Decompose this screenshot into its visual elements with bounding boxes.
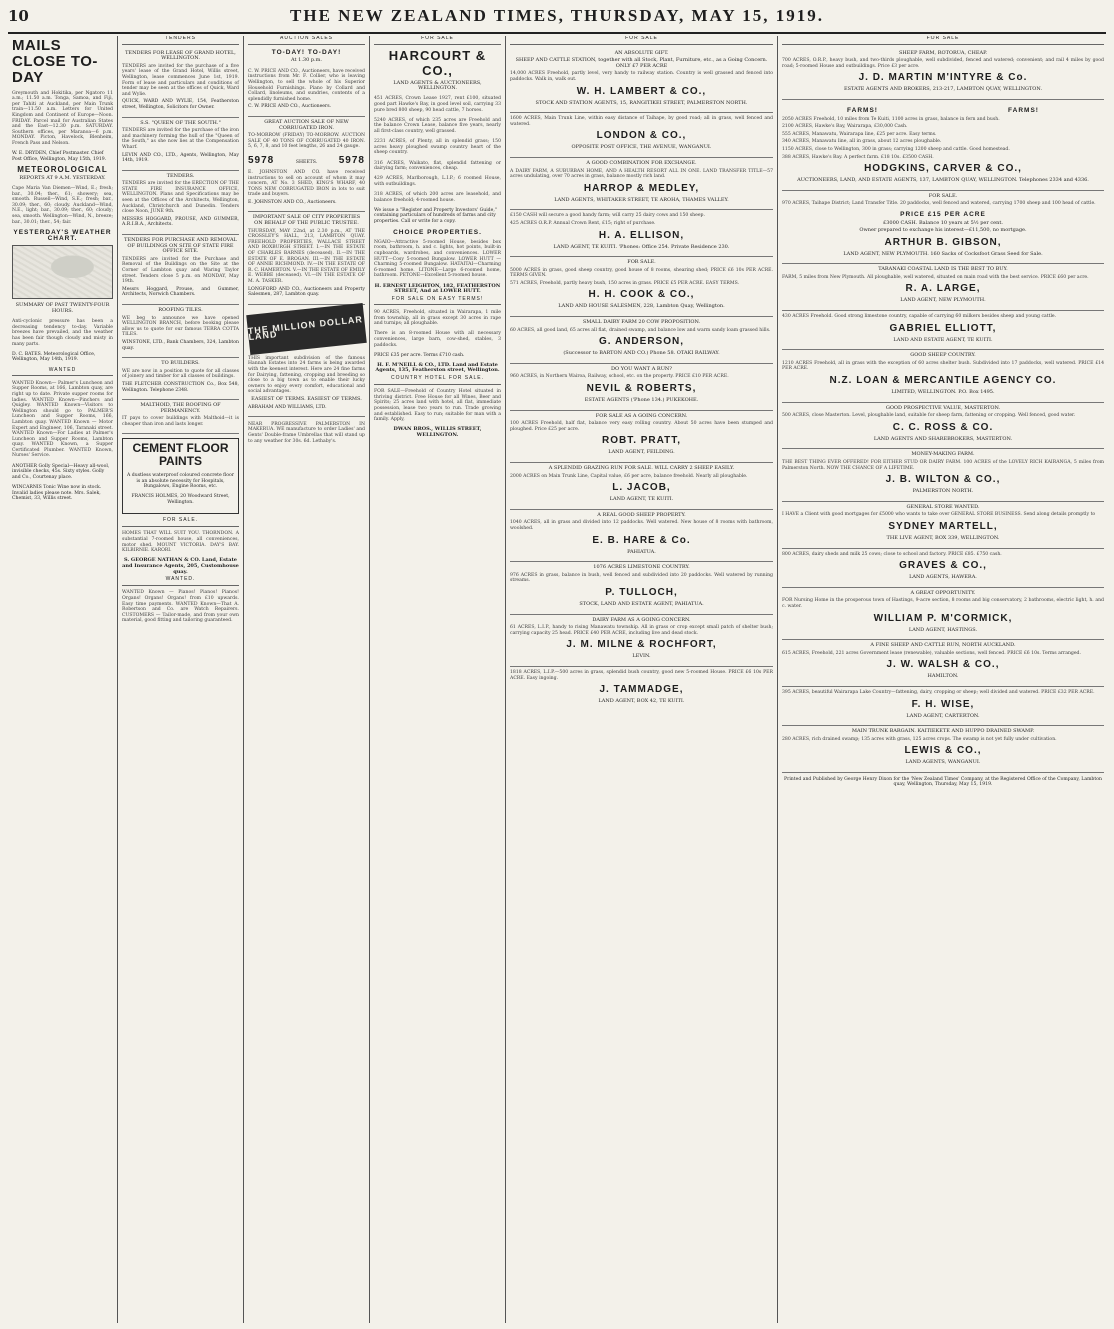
small-dairy-ad: SMALL DAIRY FARM 20 COW PROPOSITION. 60 ACRES, all good land, 65 acres all flat, drained swamp, and balance low and warm sandy loam grassed hills. G. ANDERSON, (Successor to BARTON AND CO.) Phone 58. OTAKI RAILWAY. — [510, 317, 773, 364]
homes-ad: HOMES THAT WILL SUIT YOU. THORNDON. A substantial 7-roomed house, all conveniences, motor shed. MOUNT VICTORIA. DAY'S BAY. KILBIRNIE. KARORI. — [122, 531, 239, 554]
mcneill-sign: H. F. M'NEILL & CO., LTD. Land and Estate Agents, 135, Featherston street, Wellington. — [375, 361, 500, 374]
good-sheep-country-ad: GOOD SHEEP COUNTRY. 1210 ACRES Freehold, all in grass with the exception of 60 acres shelter bush. Subdivided into 17 paddocks, well watered. PRICE £14 PER ACRE. N.Z. LOAN & MERCANTILE AGENCY CO. LIMITED, WELLINGTON. P.O. Box 1495. — [782, 350, 1104, 402]
tender-fire-office: TENDERS. TENDERS are invited for the ERECTION OF THE STATE FIRE INSURANCE OFFICE, WELLINGTON. Plans and Specifications may be seen at the Offices of the Architects, Wellington, Auckland, Christchurch and Dunedin. Tenders close Noon, JUNE 9th. MESSRS HOGGARD, PROUSE, AND GUMMER, A.R.I.B.A., Architects. — [122, 171, 239, 235]
rotorua-ad: SHEEP FARM, ROTORUA, CHEAP. 700 ACRES, O.R.P., heavy bush, and two-thirds ploughable, well subdivided, fenced and watered; convenient; and rail 4 miles by good road; 5-roomed House and outbuildings. Price £3 per acre. J. D. MARTIN M'INTYRE & Co. ESTATE AGENTS AND BROKERS, 213-217, LAMBTON QUAY, WELLINGTON. — [782, 48, 1104, 100]
taihape-district-ad: FOR SALE. 970 ACRES, Taihape District; Land Transfer Title. 20 paddocks, well fenced and watered, carrying 1700 sheep and 100 head of cattle. PRICE £15 PER ACRE £3000 CASH. Balance 10 years at 5½ per cent. Owner prepared to exchange his interest—£11,500, no mortgage. ARTHUR B. GIBSON, LAND AGENT, NEW PLYMOUTH. 160 Sacks of Cocksfoot Grass Seed for Sale. — [782, 191, 1104, 265]
listing-451: 451 ACRES, Crown Lease 1927, rent £100, situated good part Hawke's Bay, in good level soil, carrying 33 pure bred 800 sheep, 90 head cattle, 7 horses. — [374, 96, 501, 113]
summary-heading: SUMMARY OF PAST TWENTY-FOUR HOURS. — [15, 302, 110, 315]
columns — [8, 36, 1106, 1323]
tender-grand-hotel: TENDERS FOR LEASE OF GRAND HOTEL, WELLINGTON. TENDERS are invited for the purchase of a five years' lease of the Grand Hotel, Willis street, Wellington, lease commences June 1st, 1919. Form of lease and particulars and conditions of tender may be seen at the offices of Quick, Ward and Wylie. QUICK, WARD AND WYLIE, 154, Featherston street, Wellington, Solicitors for Owner. — [122, 48, 239, 118]
forsale-heading-col5: FOR SALE — [510, 36, 773, 45]
newspaper-title: THE NEW ZEALAND TIMES, THURSDAY, MAY 15, 1919. — [290, 6, 824, 25]
forsale-heading-col4: FOR SALE — [374, 36, 501, 45]
column-auctions: AUCTION SALES TO-DAY! TO-DAY! At 1.30 p.m. C. W. PRICE AND CO., Auctioneers, have received instructions from Mr. F. Collier, who is leaving Wellington, to sell the whole of his Superior Household Furnishings. Piano by Collard and Collard, linoleums, and sundries, contents of a splendidly furnished home. C. W. PRICE AND CO., Auctioneers. GREAT AUCTION SALE OF NEW CORRUGATED IRON. TO-MORROW (FRIDAY) TO-MORROW. AUCTION SALE OF 40 TONS OF CORRUGATED 40 IRON. 5, 6, 7, 8, and 10 feet lengths, 26 and 24 gauge. 5978 SHEETS. 5978 E. JOHNSTON AND CO. have received instructions to sell on account of whom it may concern, AT No. 3 SHED, KING'S WHARF, 40 TONS NEW CORRUGATED IRON in lots to suit trade and buyers. E. JOHNSTON AND CO., Auctioneers. IMPORTANT SALE OF CITY PROPERTIES ON BEHALF OF THE PUBLIC TRUSTEE. THURSDAY, MAY 22nd, at 2.30 p.m., AT THE CROSSLEY'S HALL, 213, LAMBTON QUAY. FREEHOLD PROPERTIES, WALLACE STREET AND ROXBURGH STREET. I.—IN THE ESTATE OF CHARLES BARNES (deceased). II.—IN THE ESTATE OF E. BROGAN. III.—IN THE ESTATE OF ANNIE RICHMOND. IV.—IN THE ESTATE OF R. C. HAMERTON. V.—IN THE ESTATE OF EMILY E. WEBBE (deceased). VI.—IN THE ESTATE OF M. A. TASKER. LONGFORD AND CO., Auctioneers and Property Salesmen, 287, Lambton quay. THE MILLION DOLLAR LAND THIS important subdivision of the famous Hannah Estates into 24 farms is being awarded with the keenest interest. Here are 24 fine farms for Dairying, fattening, cropping and breeding so close to a big town as to enable their lucky owners to enjoy every comfort, educational and social advantages. EASIEST OF TERMS. EASIEST OF TERMS. ABRAHAM AND WILLIAMS, LTD. NEAR PROGRESSIVE PALMERSTON IN MAKERUA. WE manufacture to order Ladies' and Gents' Double-frame Umbrellas that will stand up to any weather for 30s. 6d. Lethaby's. — [244, 36, 370, 1323]
george-nathan-sign: S. GEORGE NATHAN & CO. Land, Estate and Insurance Agents, 205, Customhouse quay. — [122, 557, 239, 575]
tammadge-ad: 1818 ACRES, L.I.P.—500 acres in grass, splendid bush country, good new 5-roomed House. PRICE £6 10s PER ACRE. Easy ingoing. J. TAMMADGE, LAND AGENT, BOX 42, TE KUITI. — [510, 669, 773, 705]
column-mails — [8, 36, 118, 1323]
builders-ad: TO BUILDERS. WE are now in a position to quote for all classes of joinery and timber for all classes of buildings. THE FLETCHER CONSTRUCTION Co., Box 548, Wellington. Telephone 2348. — [122, 358, 239, 400]
graves-ad: 800 ACRES, dairy sheds and milk 25 cows; close to school and factory. PRICE £85. £750 cash. GRAVES & CO., LAND AGENTS, HAWERA. — [782, 549, 1104, 588]
publisher-imprint: Printed and Published by George Henry Dixon for the 'New Zealand Times' Company, at the Registered Office of the Company, Lambton quay, Wellington, Thursday, May 15, 1919. — [784, 776, 1102, 788]
weather-chart-image — [12, 245, 113, 299]
masterton-ad: GOOD PROSPECTIVE VALUE, MASTERTON. 500 ACRES, close Masterton. Level, ploughable land, suitable for sheep farm, fattening or cropping. Well fenced, good water. C. C. ROSS & CO. LAND AGENTS AND SHAREBROKERS, MASTERTON. — [782, 403, 1104, 450]
wanted-text-col2: WANTED Known — Pianos! Pianos! Pianos! Organs! Organs! Organs! from £10 upwards. Easy time payments. WANTED Known—That A. Robertson and Co. are Watch Repairers. CUSTOMERS — Tailor-made, and from your own material, good fitting and tailoring guaranteed. — [122, 590, 239, 624]
column-harcourt: FOR SALE HARCOURT & CO., LAND AGENTS & AUCTIONEERS, WELLINGTON. 451 ACRES, Crown Lease 1927, rent £100, situated good part Hawke's Bay, in good level soil, carrying 33 pure bred 800 sheep, 90 head cattle, 7 horses. 5240 ACRES, of which 235 acres are Freehold and the balance Crown Lease, balance five years, nearly all first-class country, well grassed. 2231 ACRES, of Plenty, all in splendid grass; 150 acres heavy ploughed swamp country heart of the sheep country. 316 ACRES, Waikato, flat, splendid fattening or dairying farm; conveniences, cheap. 429 ACRES, Marlborough, L.I.P.; 6 roomed House, with outbuildings. 318 ACRES, of which 200 acres are leasehold, and balance freehold; 4-roomed house. We issue a "Register and Property Investors' Guide," containing particulars of hundreds of farms and city properties. Call or write for a copy. CHOICE PROPERTIES. NGAIO—Attractive 5-roomed House, besides box room, bathroom, h. and c. lights, hot points, built-in cupboards, wardrobes, and conveniences. LOWER HUTT—Cosy 5-roomed Bungalow. LOWER HUTT — Charming 5-roomed Bungalow. HATAITAI—Charming 6-roomed home. LITONE—Large 6-roomed home, bathroom. PETONE—Excellent 5-roomed house. H. ERNEST LEIGHTON, 182, FEATHERSTON STREET, And at LOWER HUTT. FOR SALE ON EASY TERMS! 90 ACRES, Freehold, situated in Wairarapa, 1 mile from township, all in grass except 30 acres in rape and turnips; all ploughable. There is an 8-roomed House with all necessary conveniences, large barn, cow-shed, stables, 3 paddocks. PRICE £35 per acre. Terms £710 cash. H. F. M'NEILL & CO., LTD. Land and Estate Agents, 135, Featherston street, Wellington. COUNTRY HOTEL FOR SALE. FOR SALE—Freehold of Country Hotel situated in thriving district. Free House for all Wines, Beer and Spirits; 25 acres land with hotel, all flat, immediate possession, lease two years to run. Trade growing and established. Easy to run; suitable for man with a family. Apply, DWAN BROS., WILLIS STREET, WELLINGTON. — [370, 36, 506, 1323]
dairy-going-concern-ad: DAIRY FARM AS A GOING CONCERN. 61 ACRES, L.I.P., handy to rising Manawatu township. All in grass or crop except small patch of shelter bush; carrying capacity 25 head. PRICE £40 PER ACRE, including live and dead stock. J. M. MILNE & ROCHFORT, LEVIN. — [510, 615, 773, 667]
roofing-tiles-ad: ROOFING TILES. WE beg to announce we have opened WELLINGTON BRANCH, before booking please allow us to quote for our famous TERRA COTTA TILES. WINSTONE, LTD., Bank Chambers, 324, Lambton quay. — [122, 305, 239, 358]
column-land-agents — [506, 36, 778, 1323]
meteorological-subheading: REPORTS AT 9 A.M. YESTERDAY. — [19, 174, 106, 181]
meteorological-text: Cape Maria Van Diemen—Wind, E.; fresh; bar., 30.04; ther., 61; showery; sea, smooth. Russell—Wind, S.E.; fresh; bar., 30.09; ther., 60; cloudy. Auckland—Wind, N.E., light; bar., 30.09; ther., 60; cloudy; sea, smooth. Wellington—Wind, N., breeze; bar., 30.01; ther., 54; fair. — [12, 186, 113, 225]
taihape-ad: 1600 ACRES, Main Trunk Line, within easy distance of Taihape, by good road; all in grass, well fenced and watered. LONDON & CO., OPPOSITE POST OFFICE, THE AVENUE, WANGANUI. — [510, 113, 773, 158]
tender-queen-of-south: S.S. "QUEEN OF THE SOUTH." TENDERS are invited for the purchase of the iron and machinery forming the hull of the "Queen of the South," as she now lies at the Compensation Wharf. LEVIN AND CO., LTD., Agents, Wellington, May 14th, 1919. — [122, 118, 239, 171]
general-store-ad: GENERAL STORE WANTED. I HAVE a Client with good mortgages for £5000 who wants to take over GENERAL STORE BUSINESS. Send along details promptly to SYDNEY MARTELL, THE LIVE AGENT, BOX 339, WELLINGTON. — [782, 502, 1104, 549]
absolute-gift-ad: AN ABSOLUTE GIFT. SHEEP AND CATTLE STATION, together with all Stock, Plant, Furniture, etc., as a Going Concern. ONLY £7 PER ACRE 14,000 ACRES Freehold, partly level, very handy to railway station. Country is well grassed and fenced into paddocks. Walk in, walk out. W. H. LAMBERT & CO., STOCK AND STATION AGENTS, 15, RANGITIKEI STREET, PALMERSTON NORTH. — [510, 48, 773, 114]
country-hotel-text: FOR SALE—Freehold of Country Hotel situated in thriving district. Free House for all Wines, Beer and Spirits; 25 acres land with hotel, all flat, immediate possession, lease two years to run. Trade growing and established. Easy to run; suitable for man with a family. Apply, — [374, 389, 501, 423]
limestone-ad: 1076 ACRES LIMESTONE COUNTRY. 976 ACRES in grass, balance in bush, well fenced and subdivided into 20 paddocks. Well watered by running streams. P. TULLOCH, STOCK, LAND AND ESTATE AGENT, PAHIATUA. — [510, 562, 773, 614]
listing-2231: 2231 ACRES, of Plenty, all in splendid grass; 150 acres heavy ploughed swamp country heart of the sheep country. — [374, 139, 501, 156]
price-furniture-auction: C. W. PRICE AND CO., Auctioneers, have received instructions from Mr. F. Collier, who is leaving Wellington, to sell the whole of his Superior Household Furnishings. Piano by Collard and Collard, linoleums, and sundries, contents of a splendidly furnished home. C. W. PRICE AND CO., Auctioneers. — [248, 66, 365, 117]
wanted-text: WANTED Known— Palmer's Luncheon and Supper Rooms, at 166, Lambton quay, are right up to date. Private supper rooms for ladies. WANTED Known—Pinchers and Quigley. WANTED Known—Visitors to Wellington should go to PALMER'S Luncheon and Supper Rooms, 166, Lambton quay. WANTED Known — Motor Expert and Engineer, 106, Taranaki street. WANTED Known—For Ladies at Palmer's Luncheon and Supper Rooms, Lambton quay. WANTED Known, a Supper Certificated Plumber. WANTED Known, Nurses' Service. — [12, 380, 113, 459]
dwan-sign: DWAN BROS., WILLIS STREET, WELLINGTON. — [393, 426, 482, 438]
leighton-sign: H. ERNEST LEIGHTON, 182, FEATHERSTON STREET, And at LOWER HUTT. — [374, 282, 501, 295]
umbrellas-ad: NEAR PROGRESSIVE PALMERSTON IN MAKERUA. WE manufacture to order Ladies' and Gents' Double-frame Umbrellas that will stand up to any weather for 30s. 6d. Lethaby's. — [248, 421, 365, 444]
million-dollar-land-logo: THE MILLION DOLLAR LAND — [246, 303, 367, 355]
column-tenders — [118, 36, 244, 1323]
today-heading: TO-DAY! TO-DAY! — [271, 48, 342, 56]
country-hotel-heading: COUNTRY HOTEL FOR SALE. — [374, 376, 501, 385]
run-ad: DO YOU WANT A RUN? 960 ACRES, in Northern Wairoa, Railway, school, etc. on the property. PRICE £10 PER ACRE. NEVIL & ROBERTS, ESTATE AGENTS ('Phone 134.) PUKEKOHE. — [510, 364, 773, 411]
forsale-heading-col6: FOR SALE — [782, 36, 1104, 45]
taranaki-ad: TARANAKI COASTAL LAND IS THE BEST TO BUY. FARM, 5 miles from New Plymouth. All ploughable, well watered, situated on main road with the best service. PRICE £60 per acre. R. A. LARGE, LAND AGENT, NEW PLYMOUTH. — [782, 264, 1104, 311]
sheep-property-ad: A REAL GOOD SHEEP PROPERTY. 1040 ACRES, all in grass and divided into 12 paddocks. Well watered. New house of 8 rooms with bathroom, woolshed. E. B. HARE & Co. PAHIATUA. — [510, 510, 773, 562]
mails-text: Greymouth and Hokitika, per Ngatoro 11 a.m.; 11.50 a.m. Tonga, Samoa, and Fiji, per Tahiti at Auckland, per Main Trunk train—11.50 a.m. Letters for United Kingdom and Continent of Europe—Noon. FRIDAY. Parcel mail for Australian States and the East—12.30 p.m. SATURDAY. Southern offices, per Maranoa—6 p.m. MONDAY. Picton, Havelock, Blenheim, French Pass and Nelson. — [12, 90, 113, 146]
listing-90: 90 ACRES, Freehold, situated in Wairarapa, 1 mile from township, all in grass except 30 acres in rape and turnips; all ploughable. — [374, 309, 501, 327]
weather-chart-heading: YESTERDAY'S WEATHER CHART. — [13, 229, 112, 242]
great-opportunity-ad: A GREAT OPPORTUNITY. FOR Nursing Home in the prosperous town of Hastings, 9-acre section, 8 rooms and big conservatory, 2 bathrooms, electric light, h. and c. water. WILLIAM P. M'CORMICK, LAND AGENT, HASTINGS. — [782, 588, 1104, 640]
main-trunk-bargain-ad: MAIN TRUNK BARGAIN. KAITIEKETE AND HUPPO DRAINED SWAMP. 280 ACRES, rich drained swamp; 135 acres with grass, 125 acres crops. The swamp is not yet fully under cultivation. LEWIS & CO., LAND AGENTS, WANGANUI. — [782, 726, 1104, 773]
mails-signoff: W. E. DRYDEN, Chief Postmaster. Chief Post Office, Wellington, May 15th, 1919. — [12, 151, 107, 162]
auction-heading: AUCTION SALES — [248, 36, 365, 45]
cement-floor-paints-ad: CEMENT FLOOR PAINTS A dustless waterproof coloured concrete floor is an absolute necessity for Hospitals, Bungalows, Engine Rooms, etc. FRANCIS HOLMES, 20 Woodward Street, Wellington. — [122, 438, 239, 514]
forsale-heading-col2: FOR SALE. — [122, 518, 239, 527]
north-auckland-ad: A FINE SHEEP AND CATTLE RUN, NORTH AUCKLAND. 615 ACRES, Freehold, 221 acres Government lease (renewable), valuable sections, well fenced. PRICE £6 10s. Terms arranged. J. W. WALSH & CO., HAMILTON. — [782, 640, 1104, 687]
cook-ad: FOR SALE. 5000 ACRES in grass, good sheep country, good house of 8 rooms, shearing shed; PRICE £6 10s PER ACRE. TERMS GIVEN. 571 ACRES, Freehold, partly heavy bush, 150 acres in grass. PRICE £5 PER ACRE. EASY TERMS. H. H. COOK & CO., LAND AND HOUSE SALESMEN, 228, Lambton Quay, Wellington. — [510, 257, 773, 317]
limestone-430-ad: 430 ACRES Freehold. Good strong limestone country, capable of carrying 60 milkers besides sheep and young cattle. GABRIEL ELLIOTT, LAND AND ESTATE AGENT, TE KUITI. — [782, 311, 1104, 350]
easy-terms-heading: FOR SALE ON EASY TERMS! — [374, 297, 501, 306]
going-concern-ad: FOR SALE AS A GOING CONCERN. 100 ACRES Freehold, half flat, balance very easy rolling country. About 50 acres have been stumped and ploughed. Price £25 per acre. ROBT. PRATT, LAND AGENT, FEILDING. — [510, 411, 773, 463]
summary-text: Anti-cyclonic pressure has been a decreasing tendency to-day. Variable breezes have prevailed, and the weather has been fair though cloudy and misty in many parts. — [12, 319, 113, 347]
ellison-ad: £150 CASH will secure a good handy farm; will carry 25 dairy cows and 150 sheep. 425 ACRES O.R.P. Annual Crown Rent, £15; right of purchase. H. A. ELLISON, LAND AGENT, TE KUITI. 'Phones: Office 254. Private Residence 230. — [510, 210, 773, 257]
meteorological-heading: METEOROLOGICAL — [17, 165, 108, 175]
wincarnis-ad: WINCARNIS Tonic Wine now in stock. Invalid ladies please note. Mrs. Salek, Chemist, 33, Willis street. — [12, 485, 102, 502]
wanted-heading: WANTED — [12, 368, 113, 377]
choice-properties-text: NGAIO—Attractive 5-roomed House, besides box room, bathroom, h. and c. lights, hot points, built-in cupboards, wardrobes, and conveniences. LOWER HUTT—Cosy 5-roomed Bungalow. LOWER HUTT — Charming 5-roomed Bungalow. HATAITAI—Charming 6-roomed home. LITONE—Large 6-roomed home, bathroom. PETONE—Excellent 5-roomed house. — [374, 239, 501, 279]
masthead — [8, 6, 1106, 34]
wairarapa-lake-ad: 395 ACRES, beautiful Wairarapa Lake Country—fattening, dairy, cropping or sheep; well divided and watered. PRICE £32 PER ACRE. F. H. WISE, LAND AGENT, CARTERTON. — [782, 687, 1104, 726]
register-note: We issue a "Register and Property Investors' Guide," containing particulars of hundreds of farms and city properties. Call or write for a copy. — [374, 207, 497, 225]
choice-properties-heading: CHOICE PROPERTIES. — [393, 228, 482, 236]
corrugated-iron-auction: GREAT AUCTION SALE OF NEW CORRUGATED IRON. TO-MORROW (FRIDAY) TO-MORROW. AUCTION SALE OF 40 TONS OF CORRUGATED 40 IRON. 5, 6, 7, 8, and 10 feet lengths, 26 and 24 gauge. 5978 SHEETS. 5978 E. JOHNSTON AND CO. have received instructions to sell on account of whom it may concern, AT No. 3 SHED, KING'S WHARF, 40 TONS NEW CORRUGATED IRON in lots to suit trade and buyers. E. JOHNSTON AND CO., Auctioneers. — [248, 117, 365, 213]
tenders-heading: TENDERS — [122, 36, 239, 45]
listing-316: 316 ACRES, Waikato, flat, splendid fattening or dairying farm; conveniences, cheap. — [374, 160, 501, 172]
tender-removal: TENDERS FOR PURCHASE AND REMOVAL OF BUILDINGS ON SITE OF STATE FIRE OFFICE SITE. TENDERS are invited for the Purchase and Removal of the Buildings on the Site at the Corner of Lambton quay and Waring Taylor street. Tenders close 5 p.m. on MONDAY, May 19th. Messrs Hoggard, Prouse, and Gummer, Architects, Norwich Chambers. — [122, 235, 239, 305]
hannah-estates-ad: THIS important subdivision of the famous Hannah Estates into 24 farms is being awarded with the keenest interest. Here are 24 fine farms for Dairying, fattening, cropping and breeding so close to a big town as to enable their lucky owners to enjoy every comfort, educational and social advantages. EASIEST OF TERMS. EASIEST OF TERMS. ABRAHAM AND WILLIAMS, LTD. — [248, 353, 365, 417]
listing-318: 318 ACRES, of which 200 acres are leasehold, and balance freehold; 4-roomed house. — [374, 192, 501, 203]
grazing-run-ad: A SPLENDID GRAZING RUN FOR SALE. WILL CARRY 2 SHEEP EASILY. 2000 ACRES on Main Trunk Line, Capital value, £6 per acre, balance freehold. Nearly all ploughable. L. JACOB, LAND AGENT, TE KUITI. — [510, 463, 773, 510]
another-golly-ad: ANOTHER Golly Special—Heavy all-wool, invisible checks, 45s. Sixty styles. Golly and Co., Courtenay place. — [12, 463, 110, 480]
malthoid-ad: MALTHOID, THE ROOFING OF PERMANENCY. IT pays to cover buildings with Malthoid—it is cheaper than iron and lasts longer. — [122, 400, 239, 434]
money-making-farm-ad: MONEY-MAKING FARM. THE BEST THING EVER OFFERED! FOR EITHER STUD OR DAIRY FARM. 100 ACRES of the LOVELY RICH KAIRANGA, 5 miles from Palmerston North. NOW THE CHANCE OF A LIFETIME. J. B. WILTON & CO., PALMERSTON NORTH. — [782, 449, 1104, 501]
combination-ad: A GOOD COMBINATION FOR EXCHANGE. A DAIRY FARM, A SUBURBAN HOME, AND A HEALTH RESORT ALL IN ONE. LAND TRANSFER TITLE—57 acres undulating, over 70 acres in grass, balance mostly rich land. HARROP & MEDLEY, LAND AGENTS, WHITAKER STREET, TE AROHA, THAMES VALLEY. — [510, 158, 773, 210]
farms-listing: FARMS! FARMS! 2050 ACRES Freehold, 10 miles from Te Kuiti, 1100 acres in grass, balance in fern and bush. 2100 ACRES, Hawke's Bay, Wairarapa, £30,000 Cash. 555 ACRES, Manawatu, Wairarapa line, £25 per acre. Easy terms. 340 ACRES, Manawatu line, all in grass, about 12 acres ploughable. 1150 ACRES, close to Wellington, 300 in grass; carrying 1200 sheep and cattle. Good homestead. 388 ACRES, Hawke's Bay. A perfect farm. £18 10s. £3500 CASH. HODGKINS, CARVER & CO., AUCTIONEERS, LAND, AND ESTATE AGENTS, 137, LAMBTON QUAY, WELLINGTON. Telephones 2334 and 4336. — [782, 100, 1104, 191]
listing-5240: 5240 ACRES, of which 235 acres are Freehold and the balance Crown Lease, balance five years, nearly all first-class country, well grassed. — [374, 117, 501, 134]
column-farms — [778, 36, 1108, 1323]
wanted-heading-col2: WANTED. — [122, 577, 239, 586]
public-trustee-auction: IMPORTANT SALE OF CITY PROPERTIES ON BEHALF OF THE PUBLIC TRUSTEE. THURSDAY, MAY 22nd, at 2.30 p.m., AT THE CROSSLEY'S HALL, 213, LAMBTON QUAY. FREEHOLD PROPERTIES, WALLACE STREET AND ROXBURGH STREET. I.—IN THE ESTATE OF CHARLES BARNES (deceased). II.—IN THE ESTATE OF E. BROGAN. III.—IN THE ESTATE OF ANNIE RICHMOND. IV.—IN THE ESTATE OF R. C. HAMERTON. V.—IN THE ESTATE OF EMILY E. WEBBE (deceased). VI.—IN THE ESTATE OF M. A. TASKER. LONGFORD AND CO., Auctioneers and Property Salesmen, 287, Lambton quay. — [248, 212, 365, 304]
mails-heading: MAILS CLOSE TO-DAY — [12, 37, 98, 86]
harcourt-firm-name: HARCOURT & CO., — [388, 47, 487, 78]
page-number: 10 — [8, 7, 29, 25]
summary-signoff: D. C. BATES. Meteorological Office, Wellington, May 14th, 1919. — [12, 351, 96, 363]
listing-429: 429 ACRES, Marlborough, L.I.P.; 6 roomed House, with outbuildings. — [374, 176, 501, 187]
